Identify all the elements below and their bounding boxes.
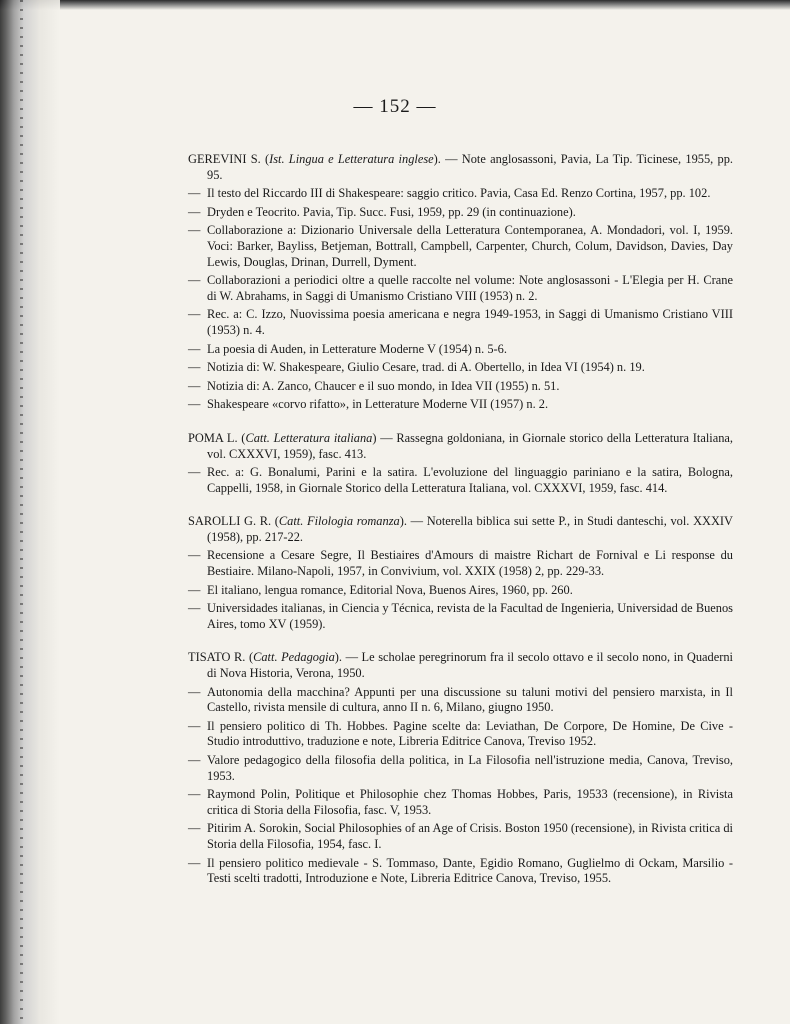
list-item: — Recensione a Cesare Segre, Il Bestiaires d'Amours di maistre Richart de Fornival e Li response du Bestiaire. Milano-Napoli, 1957, in Convivium, vol. XXIX (1958) 2, pp. 229-33. <box>188 548 733 579</box>
list-item: — Collaborazione a: Dizionario Universale della Letteratura Contemporanea, A. Mondadori, vol. I, 1959. Voci: Barker, Bayliss, Betjeman, Bottrall, Campbell, Carpenter, Church, Colum, Davidson, Davies, Day Lewis, Douglas, Drinan, Durrell, Dyment. <box>188 223 733 269</box>
list-item: TISATO R. (Catt. Pedagogia). — Le scholae peregrinorum fra il secolo ottavo e il secolo nono, in Quaderni di Nova Historia, Verona, 1950. <box>188 650 733 681</box>
author-affiliation: Catt. Letteratura italiana <box>245 430 373 445</box>
author-affiliation: Catt. Filologia romanza <box>278 514 400 529</box>
list-item: — La poesia di Auden, in Letterature Moderne V (1954) n. 5-6. <box>188 341 507 356</box>
list-item: — Raymond Polin, Politique et Philosophie chez Thomas Hobbes, Paris, 19533 (recensione), in Rivista critica di Storia della Filosofia, fasc. V, 1953. <box>188 787 733 817</box>
author-name: SAROLLI G. R. <box>188 514 272 529</box>
list-item: — Autonomia della macchina? Appunti per una discussione su taluni motivi del pensiero marxista, in Il Castello, rivista mensile di cultura, anno II n. 6, Milano, giugno 1950. <box>188 684 733 715</box>
list-item: — Il pensiero politico medievale - S. Tommaso, Dante, Egidio Romano, Guglielmo di Ockam, Marsilio - Testi scelti tradotti, Introduzione e Note, Libreria Editrice Canova, Treviso, 1955. <box>188 855 733 886</box>
list-item: — Shakespeare «corvo rifatto», in Letterature Moderne VII (1957) n. 2. <box>188 397 549 412</box>
list-item: — Il testo del Riccardo III di Shakespeare: saggio critico. Pavia, Casa Ed. Renzo Cortina, 1957, pp. 102. <box>188 186 711 201</box>
book-binding-shadow <box>0 0 60 1024</box>
section-sarolli <box>188 514 733 632</box>
list-item: — Collaborazioni a periodici oltre a quelle raccolte nel volume: Note anglosassoni - L'Elegia per H. Crane di W. Abrahams, in Saggi di Umanismo Cristiano VIII (1953) n. 2. <box>188 273 733 303</box>
section-gerevini <box>188 152 733 413</box>
list-item: — Il pensiero politico di Th. Hobbes. Pagine scelte da: Leviathan, De Corpore, De Homine, De Cive - Studio introduttivo, traduzione e note, Libreria Editrice Canova, Treviso 1952. <box>188 718 733 749</box>
page-number: — 152 — <box>353 96 437 117</box>
list-item: POMA L. (Catt. Letteratura italiana) — Rassegna goldoniana, in Giornale storico della Letteratura Italiana, vol. CXXXVI, 1959), fasc. 413. <box>188 430 734 461</box>
list-item: — Rec. a: C. Izzo, Nuovissima poesia americana e negra 1949-1953, in Saggi di Umanismo Cristiano VIII (1953) n. 4. <box>188 307 733 337</box>
list-item: SAROLLI G. R. (Catt. Filologia romanza). — Noterella biblica sui sette P., in Studi danteschi, vol. XXXIV (1958), pp. 217-22. <box>188 514 733 544</box>
author-affiliation: Catt. Pedagogia <box>253 650 335 665</box>
list-item: — El italiano, lengua romance, Editorial Nova, Buenos Aires, 1960, pp. 260. <box>188 582 573 597</box>
author-affiliation: Ist. Lingua e Letteratura inglese <box>269 152 434 166</box>
bibliography-list <box>188 152 733 905</box>
list-item: — Pitirim A. Sorokin, Social Philosophies of an Age of Crisis. Boston 1950 (recensione), in Rivista critica di Storia della Filosofia, 1954, fasc. I. <box>188 821 733 851</box>
list-item: — Notizia di: A. Zanco, Chaucer e il suo mondo, in Idea VII (1955) n. 51. <box>188 378 560 393</box>
author-name: TISATO R. <box>188 650 246 665</box>
list-item: — Universidades italianas, in Ciencia y Técnica, revista de la Facultad de Ingenieria, Universidad de Buenos Aires, tomo XV (1959). <box>188 601 733 631</box>
list-item: — Valore pedagogico della filosofia della politica, in La Filosofia nell'istruzione media, Canova, Treviso, 1953. <box>188 753 733 783</box>
section-tisato <box>188 650 733 886</box>
list-item: — Rec. a: G. Bonalumi, Parini e la satira. L'evoluzione del linguaggio pariniano e la satira, Bologna, Cappelli, 1958, in Giornale Storico della Letteratura Italiana, vol. CXXXVI, 1959, fasc. 414. <box>188 465 733 495</box>
list-item: GEREVINI S. (Ist. Lingua e Letteratura inglese). — Note anglosassoni, Pavia, La Tip. Ticinese, 1955, pp. 95. <box>188 152 733 182</box>
list-item: — Dryden e Teocrito. Pavia, Tip. Succ. Fusi, 1959, pp. 29 (in continuazione). <box>188 204 576 219</box>
list-item: — Notizia di: W. Shakespeare, Giulio Cesare, trad. di A. Obertello, in Idea VI (1954) n. 19. <box>188 360 645 375</box>
author-name: GEREVINI S. <box>188 152 261 166</box>
section-poma <box>188 431 733 496</box>
author-name: POMA L. <box>188 430 238 445</box>
scan-top-edge <box>0 0 790 10</box>
